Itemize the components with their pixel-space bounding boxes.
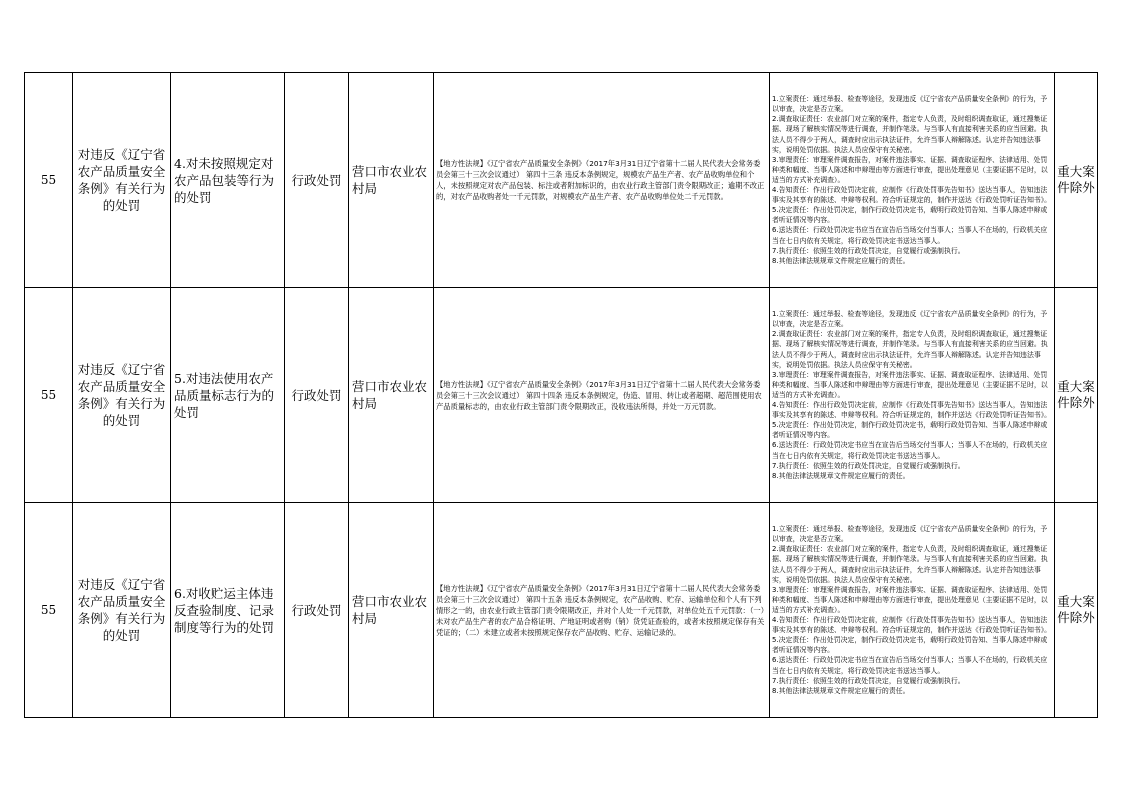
legal-basis-cell: 【地方性法规】《辽宁省农产品质量安全条例》（2017年3月31日辽宁省第十二届人民代表大会常务委员会第三十三次会议通过） 第四十四条 违反本条例规定，伪造、冒用、转让或者超期、超范围使用农产品质量标志的，由农业行政主管部门责令限期改正，没收违法所得，并处一万元罚款。 <box>434 288 770 503</box>
responsibility-item: 1.立案责任：通过举报、检查等途径，发现违反《辽宁省农产品质量安全条例》的行为，予以审查，决定是否立案。 <box>772 525 1048 544</box>
department-cell: 营口市农业农村局 <box>349 73 434 288</box>
responsibility-item: 4.告知责任：作出行政处罚决定前，应制作《行政处罚事先告知书》送达当事人，告知违法事实及其享有的陈述、申辩等权利。符合听证规定的，制作并送达《行政处罚听证告知书》。 <box>772 616 1052 635</box>
responsibility-item: 7.执行责任：依照生效的行政处罚决定，自觉履行或强制执行。 <box>772 676 965 685</box>
responsibility-item: 6.送达责任：行政处罚决定书应当在宣告后当场交付当事人；当事人不在场的，行政机关应当在七日内依有关规定，将行政处罚决定书送达当事人。 <box>772 226 1048 245</box>
note-cell: 重大案件除外 <box>1055 503 1098 718</box>
responsibility-item: 5.决定责任：作出处罚决定，制作行政处罚决定书，载明行政处罚告知、当事人陈述申辩或者听证情况等内容。 <box>772 421 1048 440</box>
responsibility-cell <box>770 288 1055 503</box>
item-name-cell: 对违反《辽宁省农产品质量安全条例》有关行为的处罚 <box>73 503 171 718</box>
responsibility-item: 2.调查取证责任：农业部门对立案的案件，指定专人负责，及时组织调查取证，通过搜集证据、现场了解核实情况等进行调查，并制作笔录。与当事人有直接利害关系的应当回避。执法人员不得少于两人，调查时应出示执法证件，允许当事人辩解陈述。认定并告知违法事实，说明处罚依据。执法人员应保守有关秘密。 <box>772 115 1048 154</box>
department-cell: 营口市农业农村局 <box>349 503 434 718</box>
responsibility-item: 1.立案责任：通过举报、检查等途径，发现违反《辽宁省农产品质量安全条例》的行为，予以审查，决定是否立案。 <box>772 310 1048 329</box>
item-name-cell: 对违反《辽宁省农产品质量安全条例》有关行为的处罚 <box>73 73 171 288</box>
item-name-cell: 对违反《辽宁省农产品质量安全条例》有关行为的处罚 <box>73 288 171 503</box>
responsibility-item: 8.其他法律法规规章文件规定应履行的责任。 <box>772 256 910 265</box>
power-list-table <box>24 72 1098 718</box>
power-type-cell: 行政处罚 <box>285 288 349 503</box>
responsibility-item: 6.送达责任：行政处罚决定书应当在宣告后当场交付当事人；当事人不在场的，行政机关应当在七日内依有关规定，将行政处罚决定书送达当事人。 <box>772 656 1048 675</box>
sub-item-cell: 6.对收贮运主体违反查验制度、记录制度等行为的处罚 <box>171 503 285 718</box>
row-number-cell: 55 <box>25 73 73 288</box>
responsibility-cell <box>770 503 1055 718</box>
responsibility-item: 7.执行责任：依照生效的行政处罚决定，自觉履行或强制执行。 <box>772 461 965 470</box>
responsibility-item: 3.审理责任：审理案件调查报告，对案件违法事实、证据、调查取证程序、法律适用、处罚种类和幅度、当事人陈述和申辩理由等方面进行审查，提出处理意见（主要证据不足时，以适当的方式补充调查）。 <box>772 155 1048 184</box>
responsibility-item: 8.其他法律法规规章文件规定应履行的责任。 <box>772 471 910 480</box>
responsibility-item: 4.告知责任：作出行政处罚决定前，应制作《行政处罚事先告知书》送达当事人，告知违法事实及其享有的陈述、申辩等权利。符合听证规定的，制作并送达《行政处罚听证告知书》。 <box>772 401 1052 420</box>
power-type-cell: 行政处罚 <box>285 503 349 718</box>
row-number-cell: 55 <box>25 503 73 718</box>
row-number-cell: 55 <box>25 288 73 503</box>
responsibility-item: 5.决定责任：作出处罚决定，制作行政处罚决定书，载明行政处罚告知、当事人陈述申辩或者听证情况等内容。 <box>772 206 1048 225</box>
table-row <box>25 503 1098 718</box>
department-cell: 营口市农业农村局 <box>349 288 434 503</box>
legal-basis-cell: 【地方性法规】《辽宁省农产品质量安全条例》（2017年3月31日辽宁省第十二届人民代表大会常务委员会第三十三次会议通过） 第四十五条 违反本条例规定，农产品收购、贮存、运输单位和个人有下列情形之一的，由农业行政主管部门责令限期改正，并对个人处一千元罚款，对单位处五千元罚款：（一）未对农产品生产者的农产品合格证明、产地证明或者购（销）货凭证查验的，或者未按照规定保存有关凭证的；（二）未建立或者未按照规定保存农产品收购、贮存、运输记录的。 <box>434 503 770 718</box>
responsibility-item: 5.决定责任：作出处罚决定，制作行政处罚决定书，载明行政处罚告知、当事人陈述申辩或者听证情况等内容。 <box>772 636 1048 655</box>
responsibility-item: 1.立案责任：通过举报、检查等途径，发现违反《辽宁省农产品质量安全条例》的行为，予以审查，决定是否立案。 <box>772 95 1048 114</box>
note-cell: 重大案件除外 <box>1055 73 1098 288</box>
table-row <box>25 73 1098 288</box>
responsibility-item: 2.调查取证责任：农业部门对立案的案件，指定专人负责，及时组织调查取证，通过搜集证据、现场了解核实情况等进行调查，并制作笔录。与当事人有直接利害关系的应当回避。执法人员不得少于两人，调查时应出示执法证件，允许当事人辩解陈述。认定并告知违法事实，说明处罚依据。执法人员应保守有关秘密。 <box>772 545 1048 584</box>
responsibility-item: 3.审理责任：审理案件调查报告，对案件违法事实、证据、调查取证程序、法律适用、处罚种类和幅度、当事人陈述和申辩理由等方面进行审查，提出处理意见（主要证据不足时，以适当的方式补充调查）。 <box>772 585 1048 614</box>
note-cell: 重大案件除外 <box>1055 288 1098 503</box>
table-row <box>25 288 1098 503</box>
responsibility-item: 4.告知责任：作出行政处罚决定前，应制作《行政处罚事先告知书》送达当事人，告知违法事实及其享有的陈述、申辩等权利。符合听证规定的，制作并送达《行政处罚听证告知书》。 <box>772 186 1052 205</box>
responsibility-cell <box>770 73 1055 288</box>
responsibility-item: 6.送达责任：行政处罚决定书应当在宣告后当场交付当事人；当事人不在场的，行政机关应当在七日内依有关规定，将行政处罚决定书送达当事人。 <box>772 441 1048 460</box>
responsibility-item: 2.调查取证责任：农业部门对立案的案件，指定专人负责，及时组织调查取证，通过搜集证据、现场了解核实情况等进行调查，并制作笔录。与当事人有直接利害关系的应当回避。执法人员不得少于两人，调查时应出示执法证件，允许当事人辩解陈述。认定并告知违法事实，说明处罚依据。执法人员应保守有关秘密。 <box>772 330 1048 369</box>
responsibility-item: 3.审理责任：审理案件调查报告，对案件违法事实、证据、调查取证程序、法律适用、处罚种类和幅度、当事人陈述和申辩理由等方面进行审查，提出处理意见（主要证据不足时，以适当的方式补充调查）。 <box>772 370 1048 399</box>
sub-item-cell: 5.对违法使用农产品质量标志行为的处罚 <box>171 288 285 503</box>
responsibility-item: 8.其他法律法规规章文件规定应履行的责任。 <box>772 686 910 695</box>
legal-basis-cell: 【地方性法规】《辽宁省农产品质量安全条例》（2017年3月31日辽宁省第十二届人民代表大会常务委员会第三十三次会议通过） 第四十三条 违反本条例规定，规模农产品生产者、农产品收购单位和个人，未按照规定对农产品包装、标注或者附加标识的，由农业行政主管部门责令限期改正；逾期不改正的，对农产品收购者处一千元罚款，对规模农产品生产者、农产品收购单位处二千元罚款。 <box>434 73 770 288</box>
responsibility-item: 7.执行责任：依照生效的行政处罚决定，自觉履行或强制执行。 <box>772 246 965 255</box>
power-type-cell: 行政处罚 <box>285 73 349 288</box>
sub-item-cell: 4.对未按照规定对农产品包装等行为的处罚 <box>171 73 285 288</box>
